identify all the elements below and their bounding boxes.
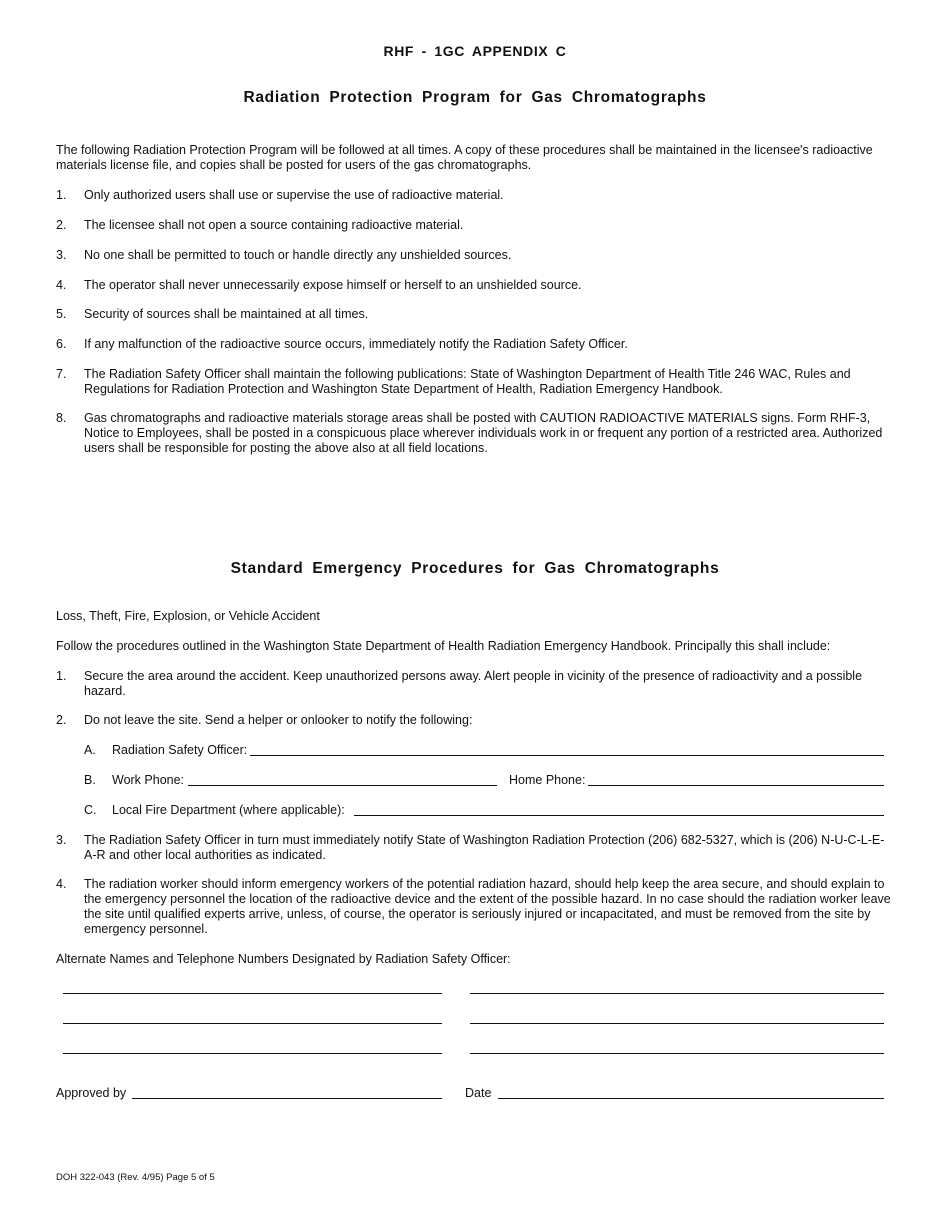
program-item <box>56 188 896 203</box>
work-phone-field[interactable] <box>188 785 497 786</box>
program-item <box>56 367 896 397</box>
item-number: 6. <box>56 337 67 351</box>
item-number: 1. <box>56 188 67 202</box>
program-item <box>56 337 896 352</box>
fire-dept-field[interactable] <box>354 815 884 816</box>
item-text: Gas chromatographs and radioactive materials storage areas shall be posted with CAUTION RADIOACTIVE MATERIALS signs. Form RHF-3, Notice to Employees, shall be posted in a conspicuous place wherever individuals work in or frequent any portion of a restricted area. Authorized users shall be responsible for posting the above also at all field locations. <box>84 411 883 455</box>
form-id: RHF - 1GC APPENDIX C <box>383 43 567 59</box>
work-phone-label: Work Phone: <box>112 773 185 787</box>
program-intro: The following Radiation Protection Program will be followed at all times. A copy of these procedures shall be maintained in the licensee's radioactive materials license file, and copies shall be posted for users of the gas chromatographs. <box>56 143 873 172</box>
date-label: Date <box>465 1086 492 1100</box>
contact-a-letter: A. <box>84 743 96 757</box>
alternate-field[interactable] <box>470 1023 884 1024</box>
program-item <box>56 218 896 233</box>
approved-by-field[interactable] <box>132 1098 442 1099</box>
emergency-item <box>56 713 896 728</box>
item-number: 1. <box>56 669 67 683</box>
item-number: 7. <box>56 367 67 381</box>
item-number: 4. <box>56 877 67 891</box>
item-text: The radiation worker should inform emergency workers of the potential radiation hazard, should help keep the area secure, and should explain to the emergency personnel the location of the radioactive device and the extent of the possible hazard. In no case should the radiation worker leave the site until qualified experts arrive, unless, of course, the operator is seriously injured or incapacitated, and must be removed from the site by emergency personnel. <box>84 877 891 936</box>
rso-label: Radiation Safety Officer: <box>112 743 248 757</box>
alternate-field[interactable] <box>63 1053 442 1054</box>
item-text: Only authorized users shall use or supervise the use of radioactive material. <box>84 188 504 202</box>
fire-dept-label: Local Fire Department (where applicable): <box>112 803 345 817</box>
contact-b-letter: B. <box>84 773 96 787</box>
program-item <box>56 278 896 293</box>
page-title: Radiation Protection Program for Gas Chromatographs <box>243 89 707 106</box>
item-text: No one shall be permitted to touch or handle directly any unshielded sources. <box>84 248 512 262</box>
rso-field[interactable] <box>250 755 884 756</box>
item-number: 4. <box>56 278 67 292</box>
item-number: 2. <box>56 218 67 232</box>
program-item <box>56 248 896 263</box>
alternate-label: Alternate Names and Telephone Numbers Designated by Radiation Safety Officer: <box>56 952 511 966</box>
item-number: 2. <box>56 713 67 727</box>
item-text: If any malfunction of the radioactive source occurs, immediately notify the Radiation Safety Officer. <box>84 337 628 351</box>
item-text: The Radiation Safety Officer in turn must immediately notify State of Washington Radiation Protection (206) 682-5327, which is (206) N-U-C-L-E-A-R and other local authorities as indicated. <box>84 833 885 862</box>
emergency-item <box>56 669 896 699</box>
item-text: Secure the area around the accident. Keep unauthorized persons away. Alert people in vicinity of the presence of radioactivity and a possible hazard. <box>84 669 863 698</box>
item-number: 5. <box>56 307 67 321</box>
emergency-item <box>56 877 896 937</box>
emergency-subtitle: Loss, Theft, Fire, Explosion, or Vehicle Accident <box>56 609 320 623</box>
emergency-intro: Follow the procedures outlined in the Washington State Department of Health Radiation Emergency Handbook. Principally this shall include: <box>56 639 831 653</box>
item-text: The licensee shall not open a source containing radioactive material. <box>84 218 464 232</box>
emergency-item <box>56 833 896 863</box>
item-number: 3. <box>56 833 67 847</box>
item-text: Security of sources shall be maintained at all times. <box>84 307 369 321</box>
date-field[interactable] <box>498 1098 884 1099</box>
home-phone-field[interactable] <box>588 785 884 786</box>
alternate-field[interactable] <box>63 993 442 994</box>
program-item <box>56 307 896 322</box>
alternate-field[interactable] <box>470 993 884 994</box>
program-item <box>56 411 896 456</box>
footer-text: DOH 322-043 (Rev. 4/95) Page 5 of 5 <box>56 1172 215 1183</box>
alternate-field[interactable] <box>63 1023 442 1024</box>
approved-by-label: Approved by <box>56 1086 127 1100</box>
item-text: The operator shall never unnecessarily expose himself or herself to an unshielded source. <box>84 278 582 292</box>
item-number: 3. <box>56 248 67 262</box>
item-number: 8. <box>56 411 67 425</box>
alternate-field[interactable] <box>470 1053 884 1054</box>
emergency-title: Standard Emergency Procedures for Gas Chromatographs <box>230 560 720 577</box>
item-text: Do not leave the site. Send a helper or onlooker to notify the following: <box>84 713 473 727</box>
home-phone-label: Home Phone: <box>509 773 586 787</box>
item-text: The Radiation Safety Officer shall maintain the following publications: State of Washington Department of Health Title 246 WAC, Rules and Regulations for Radiation Protection and Washington State Department of Health, Radiation Emergency Handbook. <box>84 367 851 396</box>
contact-c-letter: C. <box>84 803 97 817</box>
